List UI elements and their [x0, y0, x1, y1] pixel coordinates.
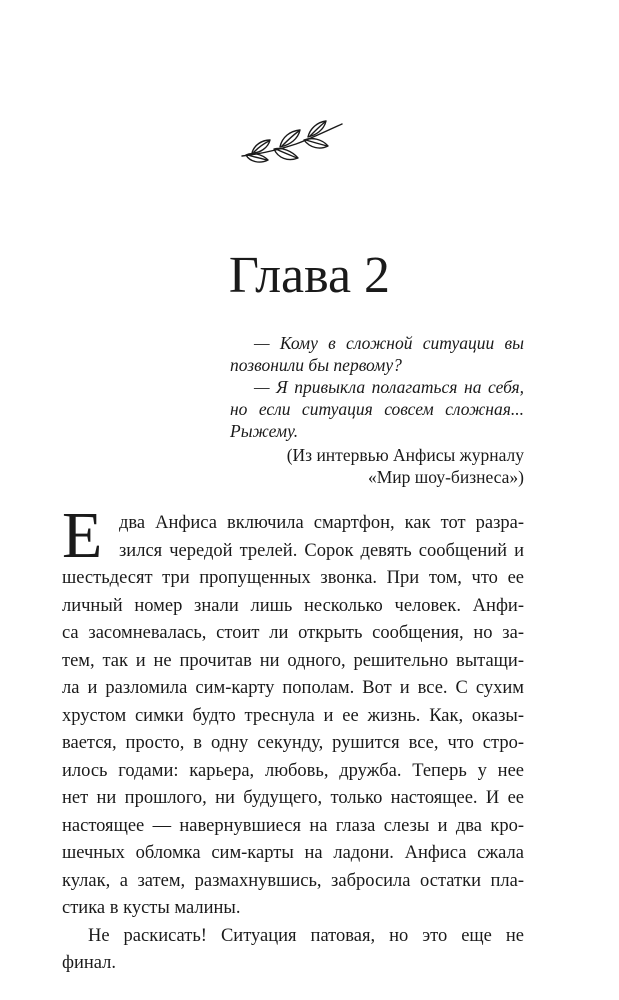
paragraph-line: шестьдесят три пропущенных звонка. При том, что ее — [62, 568, 524, 588]
epigraph-line: позвонили бы первому? — [230, 355, 402, 375]
paragraph-line: финал. — [62, 953, 117, 973]
chapter-body — [62, 510, 524, 978]
epigraph-line: — Я привыкла полагаться на себя, — [254, 377, 524, 397]
paragraph-line: шечных обломка сим-карты на ладони. Анфиса сжала — [62, 843, 524, 863]
epigraph — [230, 332, 524, 488]
paragraph-line: нет ни прошлого, ни будущего, только настоящее. И ее — [62, 788, 524, 808]
paragraph-line: стика в кусты малины. — [62, 898, 241, 918]
epigraph-line: Рыжему. — [230, 421, 299, 441]
chapter-title: Глава 2 — [228, 247, 391, 304]
epigraph-source: «Мир шоу-бизнеса») — [367, 467, 524, 487]
epigraph-line: — Кому в сложной ситуации вы — [254, 333, 524, 353]
paragraph-line: настоящее — навернувшиеся на глаза слезы и два кро- — [62, 815, 524, 836]
paragraph-line: вается, просто, в одну секунду, рушится все, что стро- — [62, 733, 524, 753]
drop-cap: Е — [62, 506, 103, 566]
epigraph-line: но если ситуация совсем сложная... — [230, 399, 524, 419]
paragraph-line: хрустом симки будто треснула и ее жизнь. Как, оказы- — [62, 705, 524, 726]
paragraph-line: тем, так и не прочитав ни одного, решительно вытащи- — [62, 650, 524, 671]
paragraph-line: кулак, а затем, размахнувшись, забросила остатки пла- — [62, 870, 524, 891]
paragraph-line: илось годами: карьера, любовь, дружба. Теперь у нее — [62, 760, 524, 781]
paragraph-line: зился чередой трелей. Сорок девять сообщений и — [119, 540, 524, 561]
leaf-branch-icon — [240, 118, 344, 170]
paragraph-line: два Анфиса включила смартфон, как тот разра- — [119, 513, 524, 533]
paragraph-line: Не раскисать! Ситуация патовая, но это еще не — [88, 925, 524, 946]
epigraph-source: (Из интервью Анфисы журналу — [286, 445, 524, 465]
paragraph-line: личный номер знали лишь несколько человек. Анфи- — [62, 595, 524, 616]
paragraph-line: са засомневалась, стоит ли открыть сообщения, но за- — [62, 623, 524, 643]
paragraph-line: ла и разломила сим-карту пополам. Вот и все. С сухим — [62, 678, 524, 698]
